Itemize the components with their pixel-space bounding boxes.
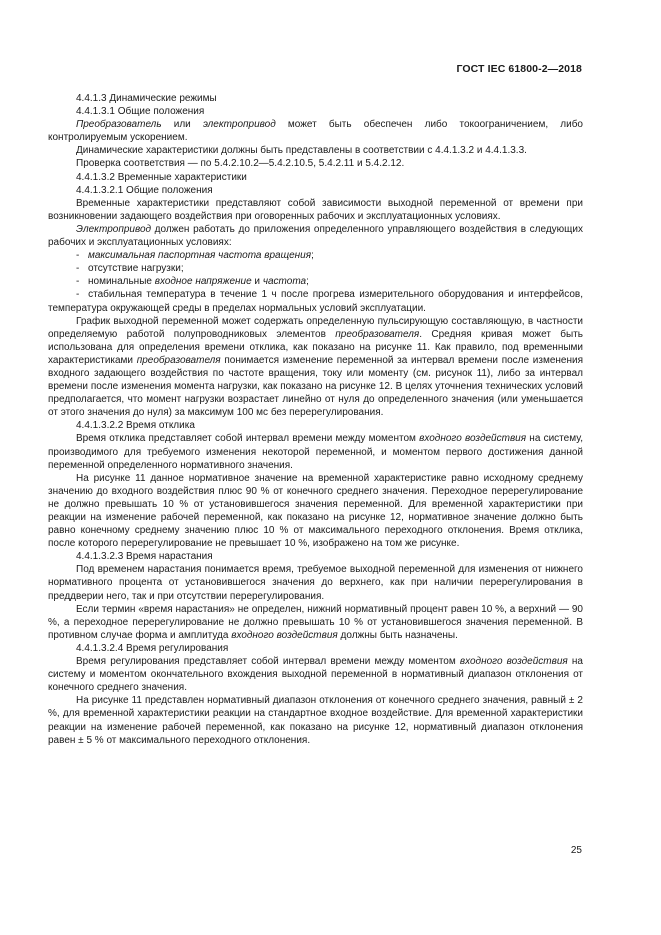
paragraph-1: Преобразователь или электропривод может быть обеспечен либо токоограничением, либо контролируемым ускорением. — [48, 119, 583, 144]
section-heading-4-4-1-3-2: 4.4.1.3.2 Временные характеристики — [76, 171, 247, 183]
paragraph-5: Электропривод должен работать до приложения определенного управляющего воздействия в следующих рабочих и эксплуатационных условиях: — [48, 223, 583, 249]
section-heading-4-4-1-3-1: 4.4.1.3.1 Общие положения — [76, 106, 205, 118]
section-heading-4-4-1-3-2-4: 4.4.1.3.2.4 Время регулирования — [76, 642, 229, 654]
list-item-continued: - стабильная температура в течение 1 ч после прогрева измерительного оборудования и интерфейсов, температура окружающей среды в пределах нормальных условий эксплуатации. — [48, 289, 584, 314]
paragraph-2: Динамические характеристики должны быть представлены в соответствии с 4.4.1.3.2 и 4.4.1.3.3. — [76, 145, 527, 157]
conditions-list — [48, 249, 583, 288]
page-number: 25 — [570, 845, 582, 856]
paragraph-6: График выходной переменной может содержать определенную пульсирующую составляющую, в частности определяемую работой полупроводниковых элементов преобразователя. Средняя кривая может быть использована для определения времени отклика, как показано на рисунке 11. Как правило, под временными характеристиками преобразователя понимается изменение переменной за интервал времени после изменения входного задающего воздействия по частоте вращения, току или моменту (см. рисунок 11), либо за интервал времени после изменения момента нагрузки, как показано на рисунке 12. В целях уточнения технических условий предполагается, что момент нагрузки возрастает линейно от нуля до определенного значения (или уменьшается от этого значения до нуля) за максимум 100 мс без перерегулирования. — [48, 315, 583, 419]
paragraph-7: Время отклика представляет собой интервал времени между моментом входного воздействия на систему, производимого для требуемого изменения некоторой переменной, и моментом первого достижения данной переменной определенного нормативного значения. — [48, 433, 583, 471]
list-item: - номинальные входное напряжение и частота; — [76, 276, 309, 288]
document-body — [48, 92, 583, 747]
paragraph-11: Время регулирования представляет собой интервал времени между моментом входного воздействия на систему и моментом окончательного вхождения выходной переменной в нормативный диапазон отклонения от конечного среднего значения. — [48, 656, 583, 694]
list-item: - максимальная паспортная частота вращения; — [76, 250, 314, 262]
paragraph-8: На рисунке 11 данное нормативное значение на временной характеристике равно исходному среднему значению до входного воздействия плюс 90 % от конечного среднего значения. Переходное перерегулирование не должно превышать 10 % от установившегося значения переменной. Для временной характеристики при реакции на изменение рабочей переменной, как показано на рисунке 12, нормативное значение должно быть равно конечному среднему значению плюс 10 % от максимального переходного отклонения. Время отклика, после которого перерегулирование не превышает 10 %, изображено на том же рисунке. — [48, 472, 583, 550]
section-heading-4-4-1-3-2-1: 4.4.1.3.2.1 Общие положения — [76, 184, 213, 196]
section-heading-4-4-1-3-2-3: 4.4.1.3.2.3 Время нарастания — [76, 551, 213, 563]
paragraph-3: Проверка соответствия — по 5.4.2.10.2—5.4.2.10.5, 5.4.2.11 и 5.4.2.12. — [76, 158, 405, 170]
document-header: ГОСТ IEC 61800-2—2018 — [456, 63, 582, 75]
list-item: - отсутствие нагрузки; — [76, 263, 184, 275]
paragraph-12: На рисунке 11 представлен нормативный диапазон отклонения от конечного среднего значения, равный ± 2 %, для временной характеристики реакции на стандартное входное воздействие. Для временной характеристики реакции на изменение рабочей переменной, как показано на рисунке 12, нормативный диапазон отклонения равен ± 5 % от максимального переходного отклонения. — [48, 695, 583, 746]
paragraph-9: Под временем нарастания понимается время, требуемое выходной переменной для изменения от нижнего нормативного процента от установившегося значения до верхнего, как при наличии перерегулирования в преддверии него, так и при отсутствии перерегулирования. — [48, 564, 583, 602]
section-heading-4-4-1-3-2-2: 4.4.1.3.2.2 Время отклика — [76, 420, 195, 432]
section-heading-4-4-1-3: 4.4.1.3 Динамические режимы — [76, 93, 217, 104]
paragraph-4: Временные характеристики представляют собой зависимости выходной переменной от времени при возникновении задающего воздействия при оговоренных рабочих и эксплуатационных условиях. — [48, 197, 583, 222]
paragraph-10: Если термин «время нарастания» не определен, нижний нормативный процент равен 10 %, а верхний — 90 %, а переходное перерегулирование не должно превышать 10 % от установившегося значения переменной. В противном случае форма и амплитуда входного воздействия должны быть назначены. — [48, 603, 583, 641]
